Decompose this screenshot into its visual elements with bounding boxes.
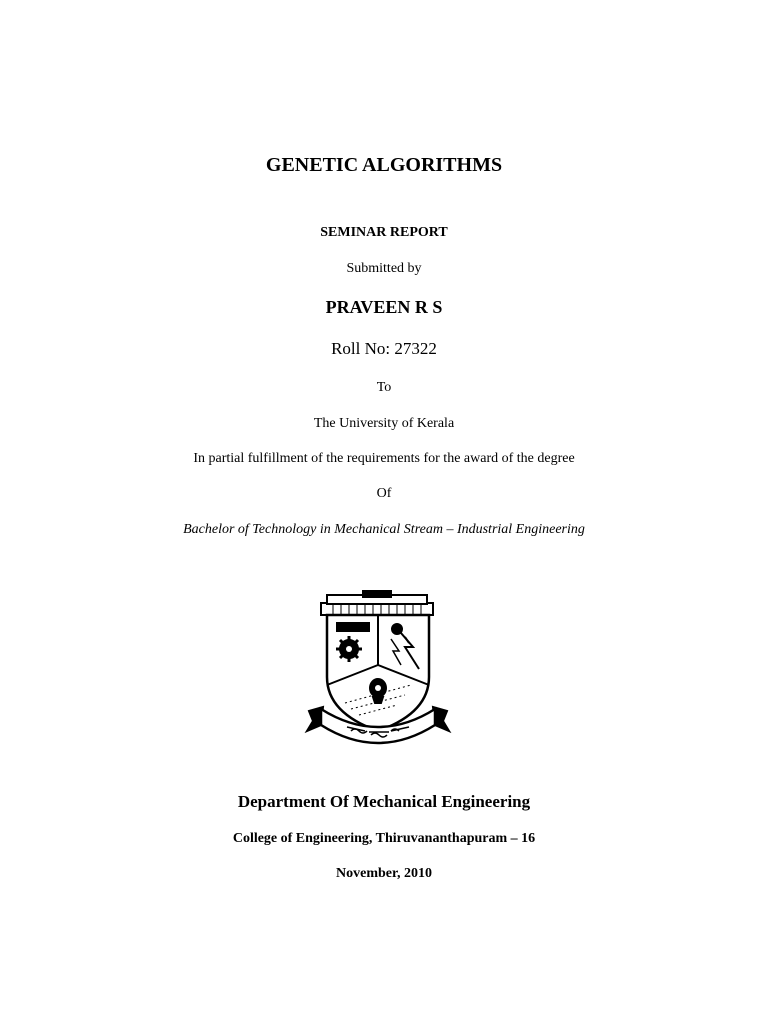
of-label: Of xyxy=(376,486,392,501)
partial-fulfillment-text: In partial fulfillment of the requirements for the award of the degree xyxy=(193,451,575,466)
author-name: PRAVEEN R S xyxy=(325,297,443,317)
college-name: College of Engineering, Thiruvananthapuram – 16 xyxy=(232,831,536,846)
submission-date: November, 2010 xyxy=(336,866,432,881)
college-crest-icon xyxy=(293,585,463,753)
degree-name: Bachelor of Technology in Mechanical Stream – Industrial Engineering xyxy=(183,522,585,537)
roll-number: Roll No: 27322 xyxy=(331,339,437,358)
to-label: To xyxy=(376,380,392,395)
university-name: The University of Kerala xyxy=(313,416,455,431)
document-title: GENETIC ALGORITHMS xyxy=(265,154,503,176)
report-type: SEMINAR REPORT xyxy=(320,225,448,240)
submitted-by-label: Submitted by xyxy=(346,261,422,276)
department-name: Department Of Mechanical Engineering xyxy=(237,792,531,811)
